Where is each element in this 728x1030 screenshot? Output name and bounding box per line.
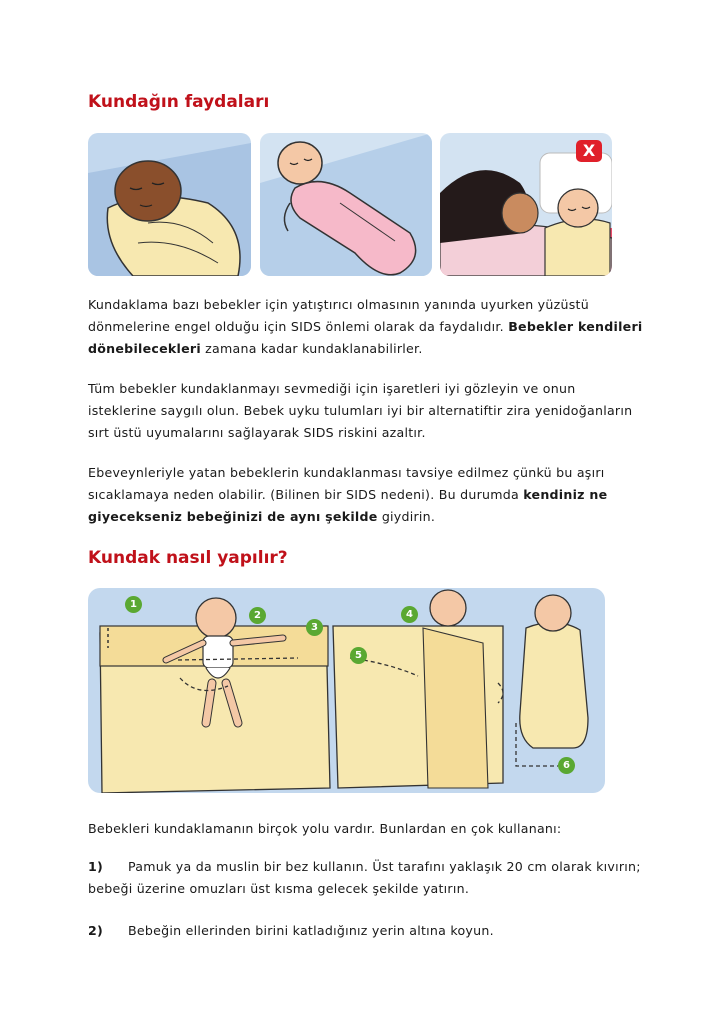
sleeping-bag-baby-image <box>260 133 432 276</box>
paragraph-signals: Tüm bebekler kundaklanmayı sevmediği için işaretleri iyi gözleyin ve onun isteklerine saygılı olun. Bebek uyku tulumları iyi bir alternatiftir zira yenidoğanların sırt üstü uyumalarını sağlayarak SIDS riskini azaltır. <box>88 381 633 440</box>
paragraph-text: Kundaklama bazı bebekler için yatıştırıcı olmasının yanında uyurken yüzüstü dönmelerine engel olduğu için SIDS önlemi olarak da faydalıdır. <box>88 297 589 334</box>
paragraph-bold-text: Bebekler kendileri dönebilecekleri <box>88 319 643 356</box>
paragraph-text: Ebeveynleriyle yatan bebeklerin kundaklanması tavsiye edilmez çünkü bu aşırı sıcaklamaya neden olabilir. (Bilinen bir SIDS nedeni). Bu durumda <box>88 465 605 502</box>
step-badge-6: 6 <box>558 757 575 774</box>
list-item-step-1 <box>88 856 648 900</box>
step-text: Bebeğin ellerinden birini katladığınız yerin altına koyun. <box>128 923 494 938</box>
paragraph-benefits <box>88 294 648 360</box>
paragraph-text: zamana kadar kundaklanabilirler. <box>205 341 423 356</box>
illustration-cosleeping-wrong <box>440 133 612 276</box>
step-badge-1: 1 <box>125 596 142 613</box>
list-item-step-2 <box>88 920 648 942</box>
illustration-sleeping-bag-baby <box>260 133 432 276</box>
step-number: 2) <box>88 923 104 938</box>
heading-how-to: Kundak nasıl yapılır? <box>88 548 288 568</box>
swaddled-baby-image <box>88 133 251 276</box>
step-number: 1) <box>88 859 104 874</box>
step-badge-4: 4 <box>401 606 418 623</box>
paragraph-methods: Bebekleri kundaklamanın birçok yolu vardır. Bunlardan en çok kullananı: <box>88 821 562 836</box>
illustration-swaddle-steps <box>88 588 605 793</box>
step-badge-5: 5 <box>350 647 367 664</box>
step-badge-2: 2 <box>249 607 266 624</box>
swaddle-steps-image <box>88 588 605 793</box>
paragraph-cosleeping <box>88 462 648 528</box>
paragraph-text: giydirin. <box>381 509 436 524</box>
illustration-swaddled-baby <box>88 133 251 276</box>
wrong-mark-icon: X <box>576 140 602 162</box>
heading-benefits: Kundağın faydaları <box>88 92 270 112</box>
step-badge-3: 3 <box>306 619 323 636</box>
step-text: Pamuk ya da muslin bir bez kullanın. Üst tarafını yaklaşık 20 cm olarak kıvırın; bebeği üzerine omuzları üst kısma gelecek şekilde yatırın. <box>88 859 641 896</box>
paragraph-bold-text: kendiniz ne giyecekseniz bebeğinizi de aynı şekilde <box>88 487 608 524</box>
